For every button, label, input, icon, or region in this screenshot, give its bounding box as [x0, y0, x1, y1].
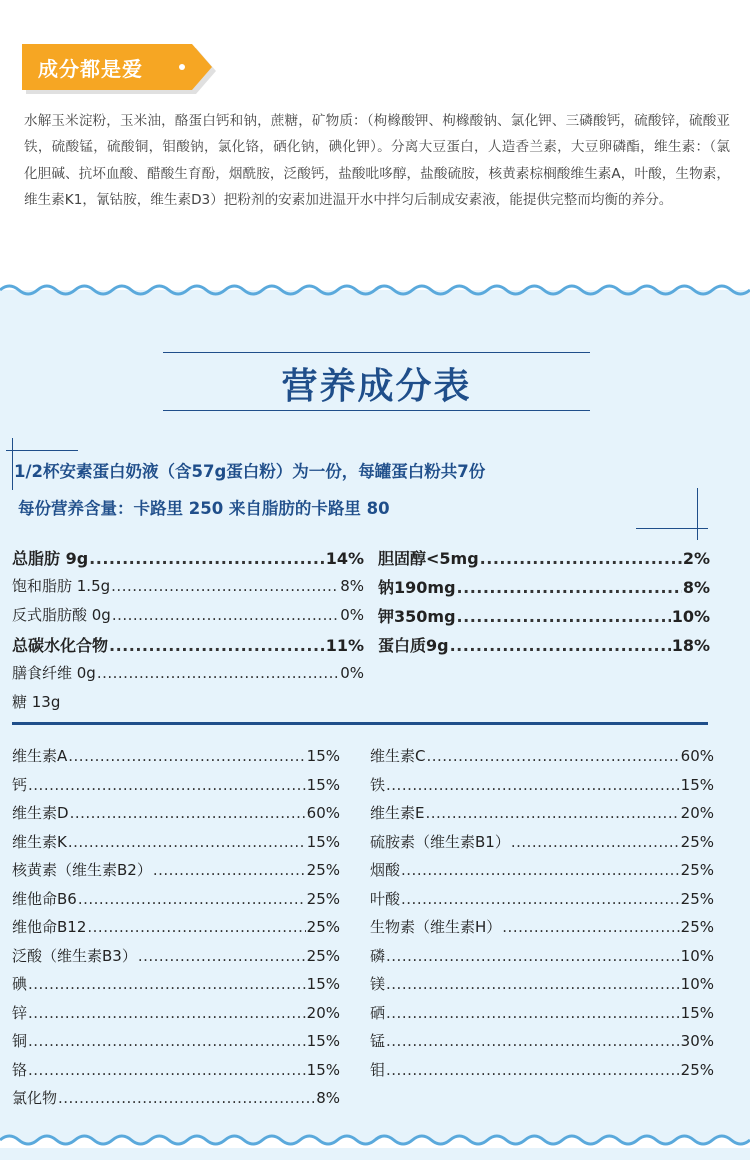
dot-leader [401, 861, 680, 879]
dot-leader [70, 804, 306, 822]
nutrient-row [12, 945, 340, 966]
nutrient-label: 氯化物 [12, 1089, 58, 1107]
nutrient-value: 18% [671, 636, 710, 655]
nutrient-label: 维他命B12 [12, 918, 87, 936]
nutrient-label: 铬 [12, 1060, 28, 1079]
dot-leader [502, 918, 679, 936]
nutrient-row [12, 691, 364, 712]
nutrient-label: 钠190mg [378, 578, 456, 597]
corner-rule-horizontal-left [6, 450, 78, 451]
nutrient-row [12, 1087, 340, 1108]
nutrient-value: 60% [306, 804, 340, 822]
nutrient-value: 15% [680, 775, 714, 794]
nutrient-row [12, 633, 364, 656]
dot-leader [28, 975, 306, 993]
dot-leader [68, 833, 306, 851]
nutrient-row [12, 973, 340, 994]
nutrient-row [370, 831, 714, 852]
ingredients-section [0, 0, 750, 300]
nutrient-value: 25% [306, 918, 340, 936]
dot-leader [401, 890, 680, 908]
nutrient-row [370, 945, 714, 966]
nutrient-label: 总碳水化合物 [12, 636, 109, 655]
corner-rule-vertical-right [697, 488, 698, 540]
nutrient-label: 碘 [12, 975, 28, 993]
nutrient-label: 铜 [12, 1032, 28, 1050]
dot-leader [386, 776, 680, 794]
dot-leader [386, 975, 680, 993]
nutrient-value: 15% [306, 832, 340, 851]
nutrient-value: 25% [306, 946, 340, 965]
nutrient-label: 糖 13g [12, 693, 61, 711]
section-badge [22, 44, 212, 90]
dot-leader [153, 861, 306, 879]
section-divider [12, 722, 708, 725]
dot-leader [58, 1089, 315, 1107]
nutrient-row [12, 774, 340, 795]
wave-divider-bottom [0, 1132, 750, 1148]
nutrient-value: 8% [340, 577, 364, 595]
nutrient-label: 铁 [370, 775, 386, 794]
nutrient-value: 11% [325, 636, 364, 655]
nutrient-row [12, 575, 364, 596]
nutrient-label: 叶酸 [370, 889, 401, 908]
nutrient-label: 胆固醇<5mg [378, 549, 479, 568]
title-rule-top [163, 352, 590, 353]
dot-leader [28, 1032, 306, 1050]
nutrient-value: 25% [680, 832, 714, 851]
dot-leader [426, 747, 679, 765]
nutrient-label: 总脂肪 9g [12, 549, 89, 568]
nutrient-row [12, 1030, 340, 1051]
nutrient-value: 10% [680, 946, 714, 965]
nutrient-value: 10% [671, 607, 710, 626]
nutrient-label: 镁 [370, 975, 386, 993]
nutrient-value: 15% [306, 975, 340, 993]
dot-leader [28, 1061, 306, 1079]
nutrient-row [370, 745, 714, 766]
nutrient-row [378, 604, 710, 627]
nutrient-row [370, 916, 714, 937]
nutrient-label: 锌 [12, 1003, 28, 1022]
nutrient-row [12, 745, 340, 766]
nutrient-label: 硒 [370, 1003, 386, 1022]
nutrient-row [12, 604, 364, 625]
badge-dot-icon [179, 64, 185, 70]
nutrient-value: 8% [316, 1089, 340, 1107]
nutrient-label: 烟酸 [370, 861, 401, 879]
nutrient-row [370, 973, 714, 994]
nutrient-value: 0% [340, 606, 364, 624]
dot-leader [425, 804, 679, 822]
nutrient-value: 15% [306, 1032, 340, 1050]
nutrient-value: 60% [680, 747, 714, 765]
nutrient-row [378, 575, 710, 598]
dot-leader [97, 664, 339, 682]
dot-leader [28, 776, 306, 794]
nutrient-value: 25% [306, 861, 340, 879]
nutrient-label: 钼 [370, 1060, 386, 1079]
nutrient-label: 维生素D [12, 804, 69, 822]
dot-leader [386, 1004, 680, 1022]
ingredients-text: 水解玉米淀粉，玉米油，酪蛋白钙和钠，蔗糖，矿物质：（枸橼酸钾、枸橼酸钠、氯化钾、三磷酸钙，硫酸锌，硫酸亚铁，硫酸锰，硫酸铜，钼酸钠，氯化铬，硒化钠，碘化钾）。分离大豆蛋白，人造香兰素，大豆卵磷酯，维生素：（氯化胆碱、抗坏血酸、醋酸生育酚，烟酰胺，泛酸钙，盐酸吡哆醇，盐酸硫胺，核黄素棕榈酸维生素A，叶酸，生物素，维生素K1，氰钴胺，维生素D3）把粉剂的安素加进温开水中拌匀后制成安素液，能提供完整而均衡的养分。 [24, 113, 730, 209]
nutrient-value: 25% [680, 918, 714, 936]
nutrient-row [378, 546, 710, 569]
title-rule-bottom [163, 410, 590, 411]
nutrient-label: 磷 [370, 946, 386, 965]
dot-leader [457, 578, 682, 597]
nutrient-row [370, 888, 714, 909]
dot-leader [28, 1004, 306, 1022]
nutrient-value: 25% [680, 861, 714, 879]
nutrient-row [12, 859, 340, 880]
dot-leader [138, 947, 306, 965]
dot-leader [480, 549, 682, 568]
nutrient-row [12, 662, 364, 683]
nutrient-label: 饱和脂肪 1.5g [12, 577, 111, 595]
nutrient-label: 硫胺素（维生素B1） [370, 832, 510, 851]
dot-leader [386, 1061, 680, 1079]
nutrient-row [12, 546, 364, 569]
nutrient-label: 维生素C [370, 747, 426, 765]
nutrient-value: 10% [680, 975, 714, 993]
nutrient-row [12, 916, 340, 937]
nutrient-label: 维生素A [12, 747, 68, 765]
nutrient-row [370, 1002, 714, 1023]
dot-leader [78, 890, 306, 908]
nutrition-title: 营养成分表 [281, 366, 472, 407]
dot-leader [511, 833, 680, 851]
nutrient-label: 泛酸（维生素B3） [12, 946, 137, 965]
nutrient-value: 15% [306, 747, 340, 765]
nutrient-label: 生物素（维生素H） [370, 918, 502, 936]
dot-leader [386, 947, 680, 965]
badge-label: 成分都是爱 [38, 57, 143, 81]
nutrient-row [370, 802, 714, 823]
dot-leader [112, 606, 339, 624]
nutrient-value: 15% [306, 1060, 340, 1079]
corner-rule-horizontal-right [636, 528, 708, 529]
nutrient-value: 0% [340, 664, 364, 682]
dot-leader [89, 549, 325, 568]
nutrient-row [12, 888, 340, 909]
nutrient-value: 2% [682, 549, 710, 568]
dot-leader [68, 747, 305, 765]
serving-info: 1/2杯安素蛋白奶液（含57g蛋白粉）为一份，每罐蛋白粉共7份 [14, 462, 486, 481]
nutrient-value: 30% [680, 1032, 714, 1050]
dot-leader [109, 636, 325, 655]
nutrient-value: 8% [682, 578, 710, 597]
nutrient-value: 25% [306, 889, 340, 908]
nutrient-row [370, 859, 714, 880]
nutrient-row [12, 802, 340, 823]
nutrient-row [12, 1059, 340, 1080]
nutrient-value: 15% [680, 1003, 714, 1022]
nutrient-label: 核黄素（维生素B2） [12, 861, 152, 879]
dot-leader [457, 607, 671, 626]
dot-leader [111, 577, 339, 595]
nutrient-value: 20% [306, 1003, 340, 1022]
nutrient-value: 15% [306, 775, 340, 794]
nutrient-value: 25% [680, 889, 714, 908]
nutrient-row [370, 1059, 714, 1080]
nutrient-value: 14% [325, 549, 364, 568]
nutrient-label: 膳食纤维 0g [12, 664, 96, 682]
nutrient-label: 钙 [12, 775, 28, 794]
nutrient-row [378, 633, 710, 656]
nutrient-row [370, 1030, 714, 1051]
dot-leader [87, 918, 305, 936]
nutrient-row [370, 774, 714, 795]
dot-leader [386, 1032, 680, 1050]
dot-leader [450, 636, 671, 655]
nutrient-row [12, 1002, 340, 1023]
nutrient-row [12, 831, 340, 852]
nutrient-value: 25% [680, 1060, 714, 1079]
wave-divider-top [0, 282, 750, 298]
calories-info: 每份营养含量：卡路里 250 来自脂肪的卡路里 80 [18, 499, 390, 518]
nutrient-label: 维生素E [370, 804, 425, 822]
nutrient-label: 反式脂肪酸 0g [12, 606, 111, 624]
nutrient-label: 锰 [370, 1032, 386, 1050]
corner-rule-vertical-left [12, 438, 13, 490]
nutrient-label: 维生素K [12, 832, 67, 851]
nutrient-label: 钾350mg [378, 607, 456, 626]
nutrient-label: 维他命B6 [12, 889, 77, 908]
nutrient-value: 20% [680, 804, 714, 822]
nutrient-label: 蛋白质9g [378, 636, 449, 655]
